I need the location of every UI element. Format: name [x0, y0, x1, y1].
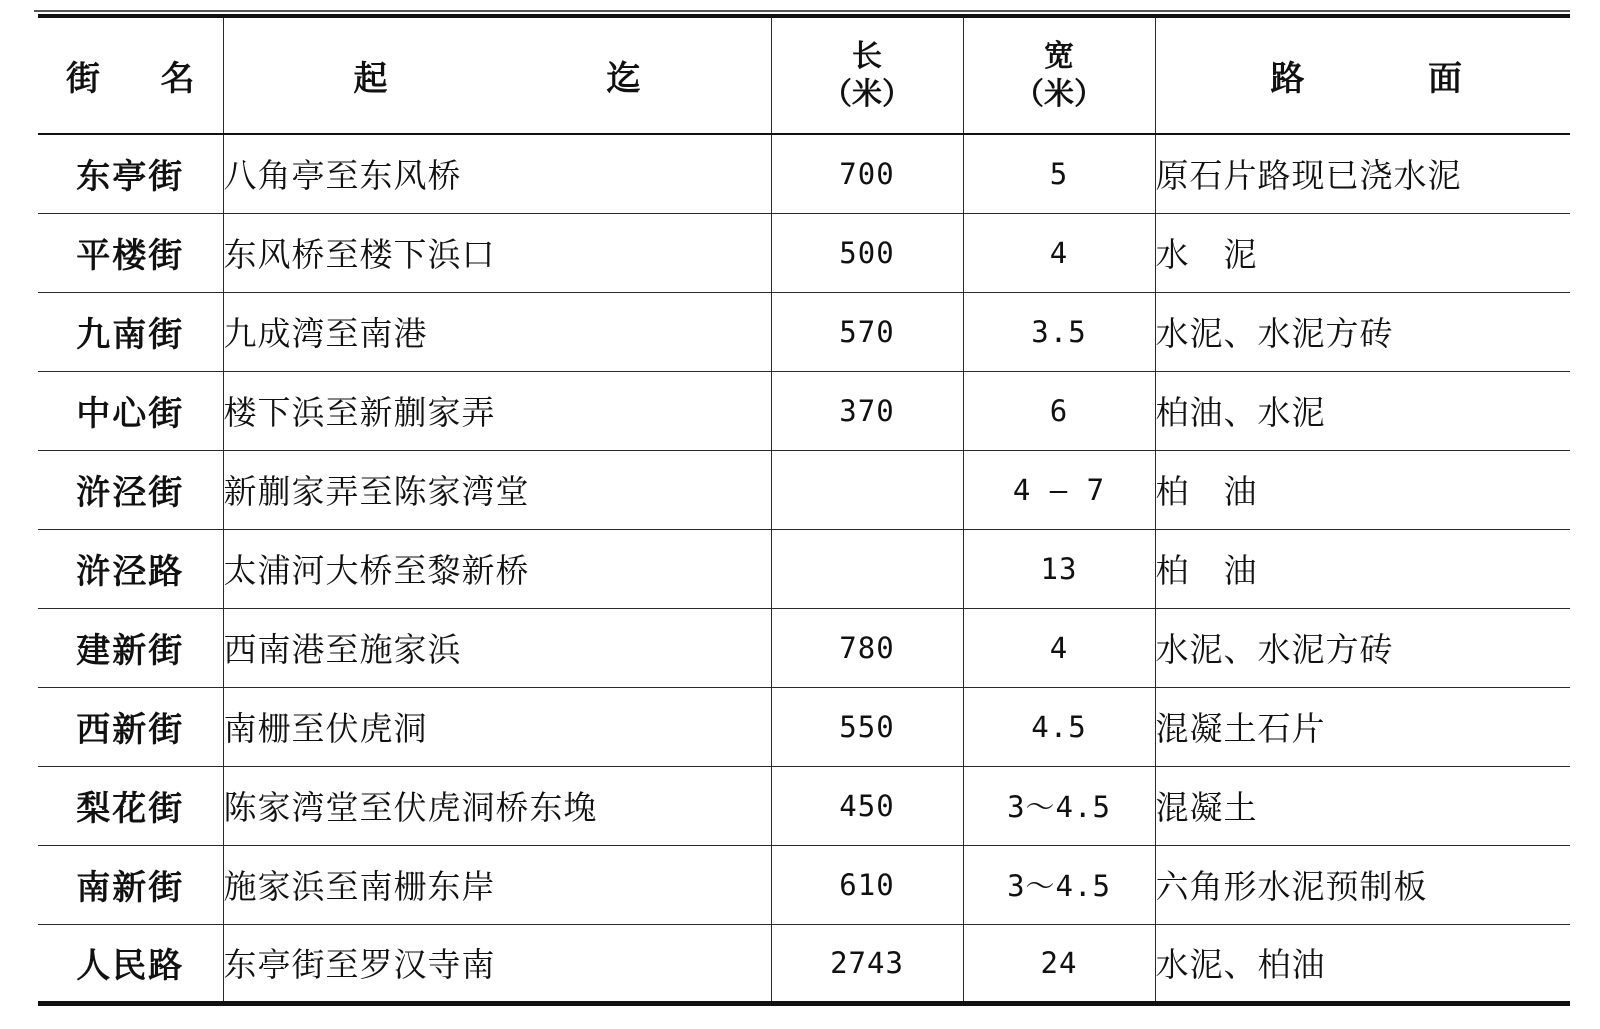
range-cell: 东风桥至楼下浜口	[223, 213, 771, 292]
surface-cell: 柏油、水泥	[1155, 371, 1570, 450]
length-cell: 780	[771, 608, 963, 687]
range-cell: 南栅至伏虎洞	[223, 687, 771, 766]
table-row	[38, 450, 1570, 529]
surface-cell: 水泥、水泥方砖	[1155, 292, 1570, 371]
width-cell: 4	[963, 213, 1155, 292]
table-row	[38, 766, 1570, 845]
header-width	[963, 16, 1155, 134]
width-cell: 24	[963, 924, 1155, 1003]
street-name-cell: 南新街	[38, 845, 223, 924]
table-header	[38, 16, 1570, 134]
range-cell: 陈家湾堂至伏虎洞桥东堍	[223, 766, 771, 845]
header-width-line-1: 宽	[1044, 38, 1074, 74]
header-range	[223, 16, 771, 134]
surface-cell: 水泥、水泥方砖	[1155, 608, 1570, 687]
street-name-cell: 梨花街	[38, 766, 223, 845]
width-cell: 4	[963, 608, 1155, 687]
width-cell: 13	[963, 529, 1155, 608]
header-surface	[1155, 16, 1570, 134]
width-cell: 4 — 7	[963, 450, 1155, 529]
length-cell	[771, 529, 963, 608]
range-cell: 八角亭至东风桥	[223, 134, 771, 213]
street-name-cell: 平楼街	[38, 213, 223, 292]
surface-cell: 混凝土石片	[1155, 687, 1570, 766]
range-cell: 楼下浜至新蒯家弄	[223, 371, 771, 450]
surface-cell: 水泥、柏油	[1155, 924, 1570, 1003]
top-rule	[34, 10, 1570, 12]
table-row	[38, 608, 1570, 687]
header-name	[38, 16, 223, 134]
length-cell: 610	[771, 845, 963, 924]
range-cell: 施家浜至南栅东岸	[223, 845, 771, 924]
length-cell: 450	[771, 766, 963, 845]
header-range-char-1: 起	[353, 59, 388, 99]
table-body	[38, 134, 1570, 1003]
surface-cell: 混凝土	[1155, 766, 1570, 845]
table-row	[38, 371, 1570, 450]
street-name-cell: 浒泾街	[38, 450, 223, 529]
table-row	[38, 292, 1570, 371]
length-cell: 700	[771, 134, 963, 213]
table-row	[38, 845, 1570, 924]
street-name-cell: 浒泾路	[38, 529, 223, 608]
length-cell: 2743	[771, 924, 963, 1003]
range-cell: 西南港至施家浜	[223, 608, 771, 687]
width-cell: 6	[963, 371, 1155, 450]
table-row	[38, 134, 1570, 213]
header-width-line-2: （米）	[1014, 76, 1104, 112]
surface-cell: 柏 油	[1155, 450, 1570, 529]
header-length	[771, 16, 963, 134]
surface-cell: 原石片路现已浇水泥	[1155, 134, 1570, 213]
length-cell	[771, 450, 963, 529]
length-cell: 500	[771, 213, 963, 292]
header-name-char-1: 街	[66, 59, 100, 99]
header-surface-char-1: 路	[1270, 59, 1305, 99]
table-row	[38, 213, 1570, 292]
header-length-line-2: （米）	[822, 76, 912, 112]
width-cell: 3～4.5	[963, 845, 1155, 924]
header-length-line-1: 长	[852, 38, 882, 74]
width-cell: 3.5	[963, 292, 1155, 371]
range-cell: 九成湾至南港	[223, 292, 771, 371]
width-cell: 3～4.5	[963, 766, 1155, 845]
table-row	[38, 924, 1570, 1003]
width-cell: 5	[963, 134, 1155, 213]
width-cell: 4.5	[963, 687, 1155, 766]
street-name-cell: 中心街	[38, 371, 223, 450]
street-name-cell: 建新街	[38, 608, 223, 687]
street-table	[38, 14, 1570, 1006]
range-cell: 太浦河大桥至黎新桥	[223, 529, 771, 608]
table-row	[38, 529, 1570, 608]
header-range-char-2: 迄	[606, 59, 641, 99]
street-name-cell: 西新街	[38, 687, 223, 766]
surface-cell: 柏 油	[1155, 529, 1570, 608]
length-cell: 370	[771, 371, 963, 450]
header-row	[38, 16, 1570, 134]
range-cell: 东亭街至罗汉寺南	[223, 924, 771, 1003]
length-cell: 570	[771, 292, 963, 371]
surface-cell: 六角形水泥预制板	[1155, 845, 1570, 924]
header-surface-char-2: 面	[1428, 59, 1462, 99]
street-name-cell: 人民路	[38, 924, 223, 1003]
range-cell: 新蒯家弄至陈家湾堂	[223, 450, 771, 529]
street-name-cell: 九南街	[38, 292, 223, 371]
surface-cell: 水 泥	[1155, 213, 1570, 292]
length-cell: 550	[771, 687, 963, 766]
street-name-cell: 东亭街	[38, 134, 223, 213]
header-name-char-2: 名	[160, 59, 195, 99]
table-row	[38, 687, 1570, 766]
